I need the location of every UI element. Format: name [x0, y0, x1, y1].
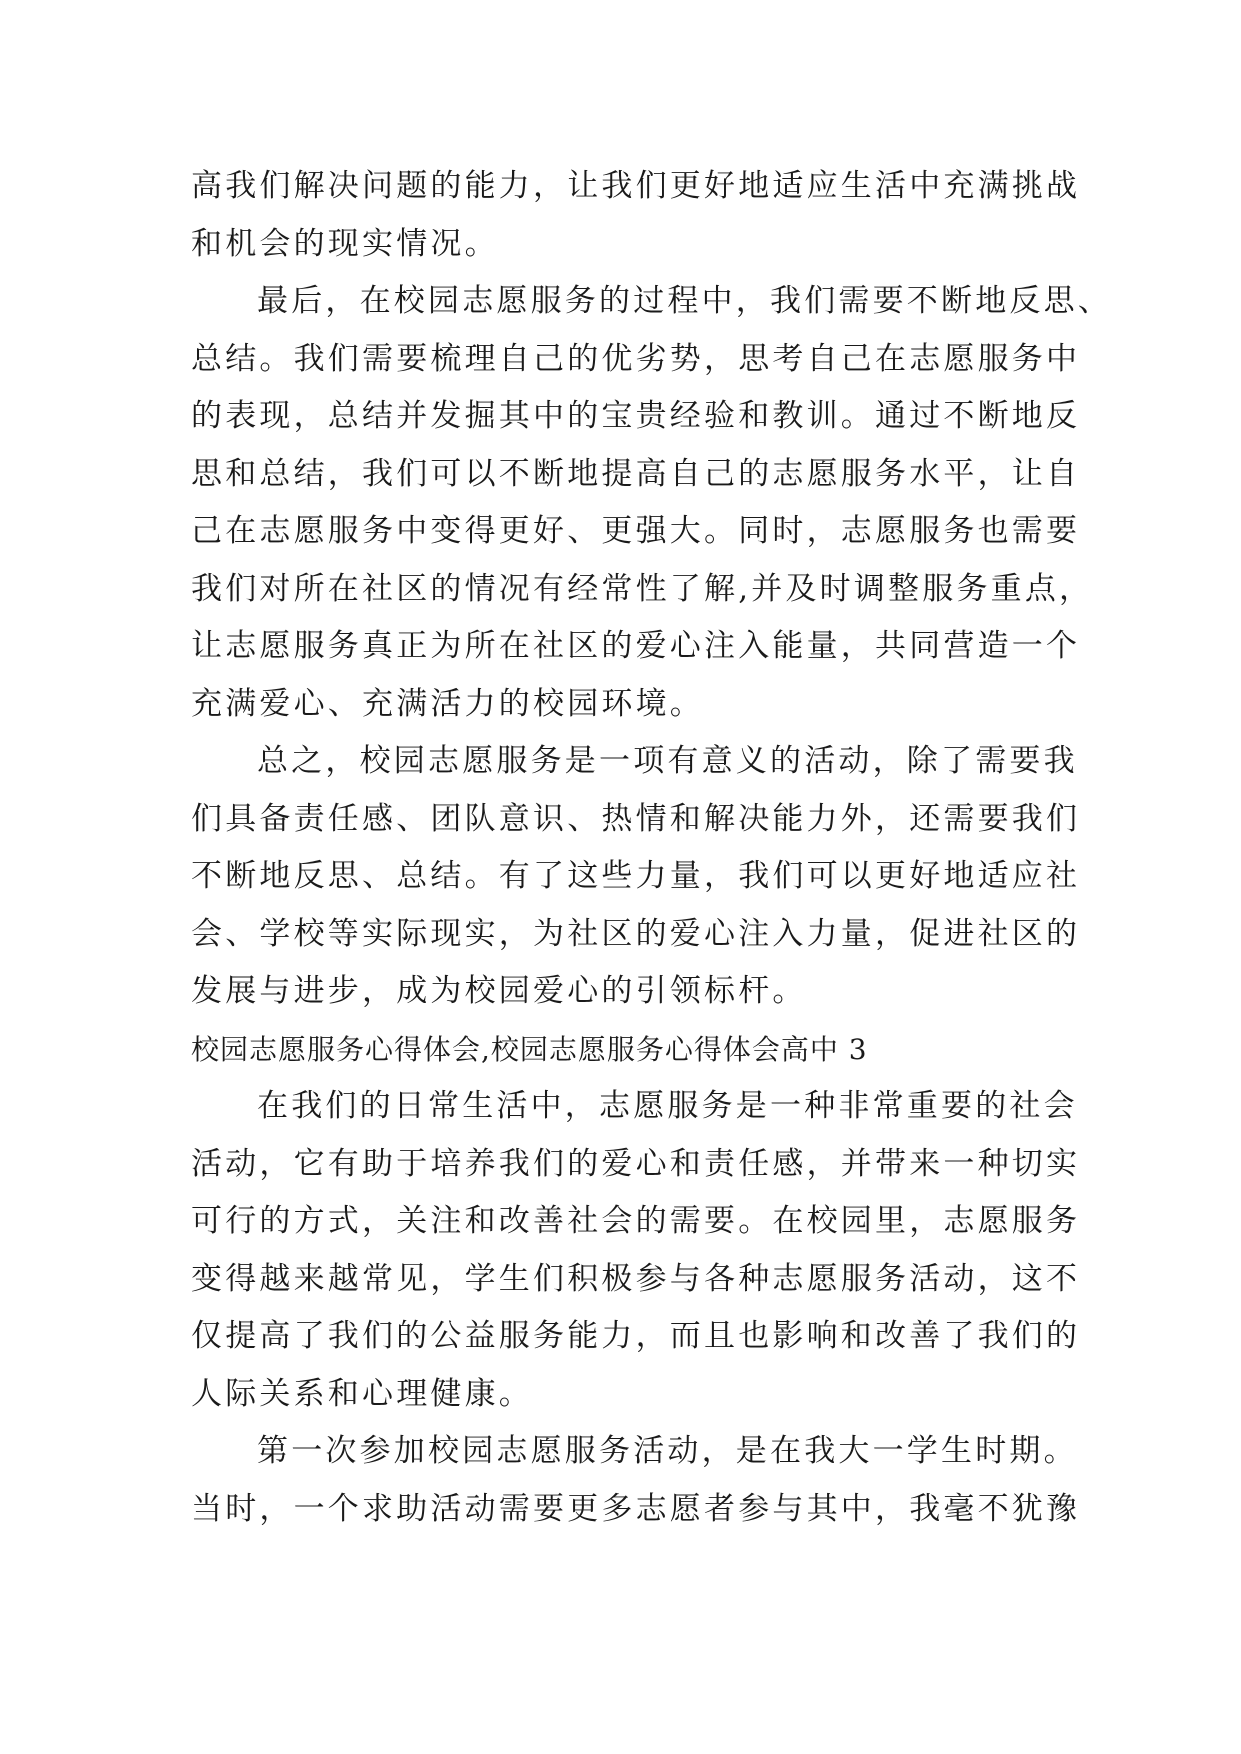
body-line: 们具备责任感、团队意识、热情和解决能力外，还需要我们 — [191, 800, 1081, 837]
body-line: 人际关系和心理健康。 — [191, 1375, 533, 1412]
body-line: 不断地反思、总结。有了这些力量，我们可以更好地适应社 — [191, 858, 1081, 894]
body-line: 活动，它有助于培养我们的爱心和责任感，并带来一种切实 — [191, 1145, 1081, 1182]
section-heading: 校园志愿服务心得体会,校园志愿服务心得体会高中 3 — [191, 1032, 868, 1066]
body-line: 和机会的现实情况。 — [191, 225, 499, 262]
body-line: 发展与进步，成为校园爱心的引领标杆。 — [191, 973, 807, 1009]
paragraph-first-line: 总之，校园志愿服务是一项有意义的活动，除了需要我 — [257, 743, 1078, 779]
body-line: 充满爱心、充满活力的校园环境。 — [191, 685, 704, 722]
body-line: 变得越来越常见，学生们积极参与各种志愿服务活动，这不 — [191, 1260, 1081, 1297]
body-line: 总结。我们需要梳理自己的优劣势，思考自己在志愿服务中 — [191, 340, 1081, 377]
paragraph-first-line: 在我们的日常生活中，志愿服务是一种非常重要的社会 — [257, 1088, 1078, 1124]
body-line: 高我们解决问题的能力，让我们更好地适应生活中充满挑战 — [191, 168, 1081, 204]
body-line: 思和总结，我们可以不断地提高自己的志愿服务水平，让自 — [191, 455, 1081, 492]
paragraph-first-line: 第一次参加校园志愿服务活动，是在我大一学生时期。 — [257, 1433, 1078, 1469]
body-line: 让志愿服务真正为所在社区的爱心注入能量，共同营造一个 — [191, 628, 1081, 664]
body-line: 我们对所在社区的情况有经常性了解,并及时调整服务重点， — [191, 570, 1094, 607]
body-line: 当时，一个求助活动需要更多志愿者参与其中，我毫不犹豫 — [191, 1490, 1081, 1527]
body-line: 会、学校等实际现实，为社区的爱心注入力量，促进社区的 — [191, 915, 1081, 952]
document-body — [191, 158, 1112, 1538]
body-line: 可行的方式，关注和改善社会的需要。在校园里，志愿服务 — [191, 1203, 1081, 1239]
body-line: 的表现，总结并发掘其中的宝贵经验和教训。通过不断地反 — [191, 398, 1081, 434]
body-line: 己在志愿服务中变得更好、更强大。同时，志愿服务也需要 — [191, 513, 1081, 549]
body-line: 仅提高了我们的公益服务能力，而且也影响和改善了我们的 — [191, 1318, 1081, 1354]
paragraph-first-line: 最后，在校园志愿服务的过程中，我们需要不断地反思、 — [257, 283, 1112, 319]
